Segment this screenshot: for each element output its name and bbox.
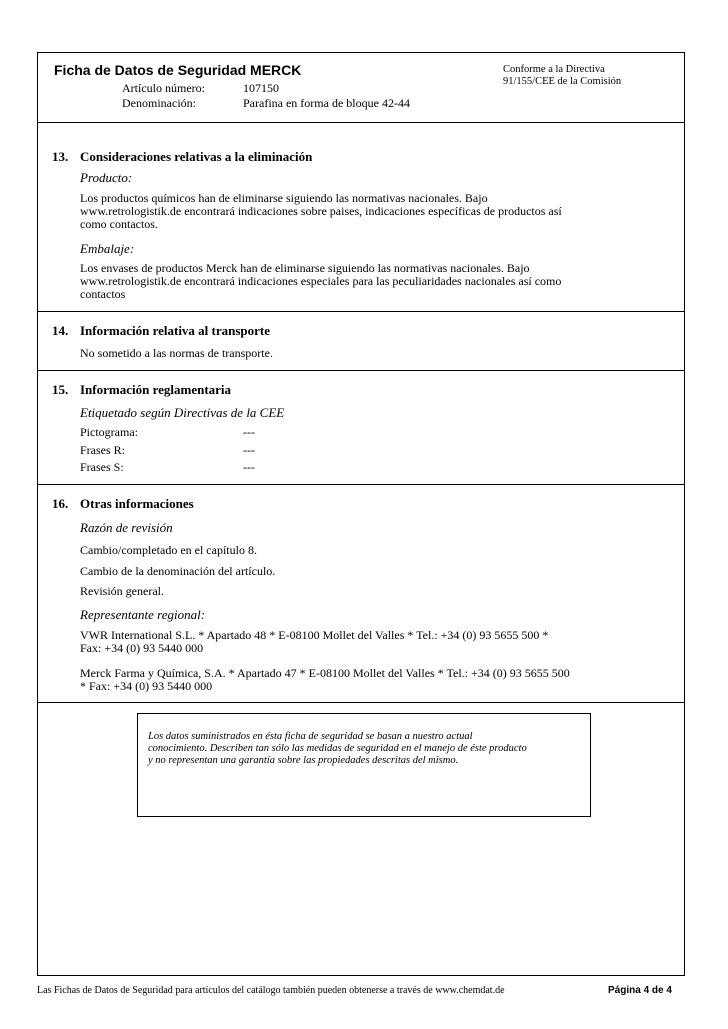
denomination-label: Denominación: <box>122 96 196 110</box>
section-15-number: 15. <box>52 382 69 397</box>
text-line: como contactos. <box>80 217 158 231</box>
section-14-number: 14. <box>52 323 69 338</box>
pictogram-value: --- <box>243 425 255 439</box>
text-line: Merck Farma y Química, S.A. * Apartado 47 * E-08100 Mollet del Valles * Tel.: +34 (0) 93 5655 500 <box>80 666 570 680</box>
text-line: conocimiento. Describen tan sólo las medidas de seguridad en el manejo de éste producto <box>148 743 527 754</box>
section-14-text: No sometido a las normas de transporte. <box>80 346 273 360</box>
pictogram-label: Pictograma: <box>80 425 138 439</box>
directive-line-2: 91/155/CEE de la Comisión <box>503 76 622 87</box>
revision-item: Revisión general. <box>80 584 164 598</box>
text-line: contactos <box>80 287 126 301</box>
section-15-title: Información reglamentaria <box>80 382 232 397</box>
section-14-title: Información relativa al transporte <box>80 323 271 338</box>
document-title: Ficha de Datos de Seguridad MERCK <box>54 62 302 78</box>
divider <box>37 702 685 703</box>
regional-rep-subtitle: Representante regional: <box>80 607 206 622</box>
regional-rep-2 <box>80 667 640 693</box>
page-number: Página 4 de 4 <box>608 985 672 996</box>
section-16-title: Otras informaciones <box>80 496 194 511</box>
divider <box>37 484 685 485</box>
section-15-subtitle: Etiquetado según Directivas de la CEE <box>80 405 285 420</box>
divider <box>37 370 685 371</box>
text-line: www.retrologistik.de encontrará indicaciones especiales para las peculiaridades nacionales así como <box>80 274 562 288</box>
text-line: Fax: +34 (0) 93 5440 000 <box>80 641 204 655</box>
text-line: www.retrologistik.de encontrará indicaciones sobre paises, indicaciones específicas de productos así <box>80 204 562 218</box>
revision-subtitle: Razón de revisión <box>80 520 173 535</box>
denomination-value: Parafina en forma de bloque 42-44 <box>243 96 410 110</box>
text-line: Los datos suministrados en ésta ficha de seguridad se basan a nuestro actual <box>148 731 473 742</box>
disclaimer-text <box>148 731 578 767</box>
revision-item: Cambio de la denominación del artículo. <box>80 564 276 578</box>
r-phrases-label: Frases R: <box>80 443 125 457</box>
text-line: Los envases de productos Merck han de eliminarse siguiendo las normativas nacionales. Bajo <box>80 261 530 275</box>
revision-item: Cambio/completado en el capítulo 8. <box>80 543 257 557</box>
divider <box>37 122 685 123</box>
section-13-title: Consideraciones relativas a la eliminación <box>80 149 313 164</box>
r-phrases-value: --- <box>243 443 255 457</box>
article-number-label: Artículo número: <box>122 81 205 95</box>
text-line: y no representan una garantía sobre las propiedades descritas del mismo. <box>148 755 459 766</box>
section-13-packaging-text <box>80 262 600 301</box>
article-number-value: 107150 <box>243 81 279 95</box>
section-13-number: 13. <box>52 149 69 164</box>
text-line: * Fax: +34 (0) 93 5440 000 <box>80 679 213 693</box>
section-13-packaging-subtitle: Embalaje: <box>80 241 135 256</box>
section-13-product-subtitle: Producto: <box>80 170 133 185</box>
directive-note <box>503 64 621 88</box>
section-13-product-text <box>80 192 600 231</box>
s-phrases-label: Frases S: <box>80 460 124 474</box>
directive-line-1: Conforme a la Directiva <box>503 64 605 75</box>
text-line: Los productos químicos han de eliminarse siguiendo las normativas nacionales. Bajo <box>80 191 488 205</box>
regional-rep-1 <box>80 629 640 655</box>
footer-note: Las Fichas de Datos de Seguridad para artículos del catálogo también pueden obtenerse a través de www.chemdat.de <box>37 985 505 996</box>
s-phrases-value: --- <box>243 460 255 474</box>
divider <box>37 311 685 312</box>
text-line: VWR International S.L. * Apartado 48 * E-08100 Mollet del Valles * Tel.: +34 (0) 93 5655 500 * <box>80 628 549 642</box>
section-16-number: 16. <box>52 496 69 511</box>
